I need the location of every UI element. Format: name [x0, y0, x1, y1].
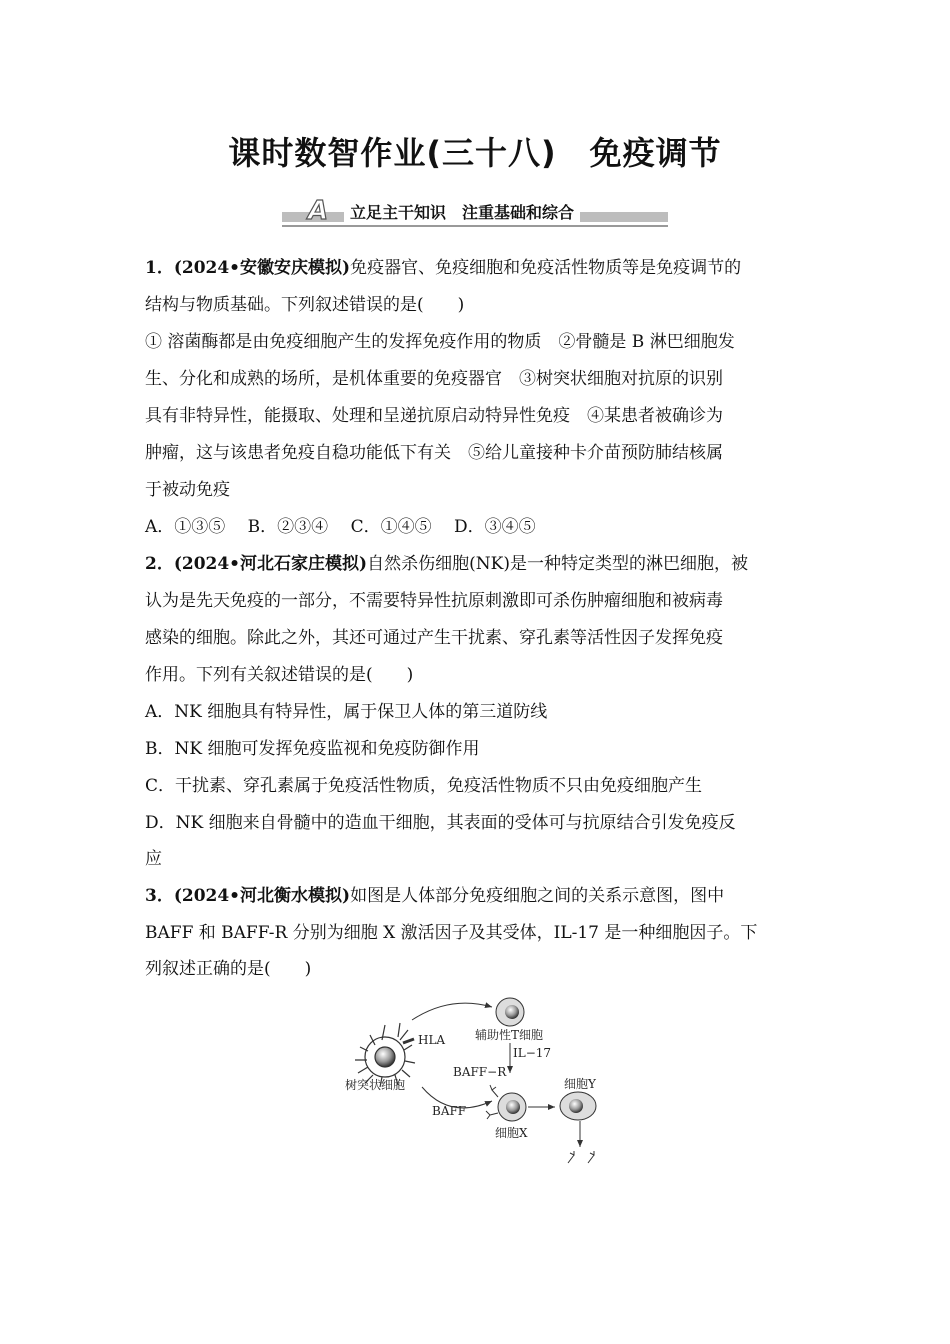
- label-dendritic-cell: 树突状细胞: [345, 1078, 406, 1092]
- line-text: A．①③⑤ B．②③④ C．①④⑤ D．③④⑤: [145, 517, 536, 537]
- text-line: [145, 627, 723, 649]
- text-line: [145, 257, 741, 279]
- text-line: [145, 664, 413, 686]
- text-line: [145, 442, 723, 464]
- line-text: 具有非特异性，能摄取、处理和呈递抗原启动特异性免疫 ④某患者被确诊为: [145, 406, 723, 426]
- label-baff-r: BAFF−R: [453, 1065, 507, 1079]
- line-text: ① 溶菌酶都是由免疫细胞产生的发挥免疫作用的物质 ②骨髓是 B 淋巴细胞发: [145, 332, 735, 352]
- line-text: 结构与物质基础。下列叙述错误的是( ): [145, 295, 465, 315]
- label-cell-y: 细胞Y: [564, 1077, 596, 1091]
- cell-y: [560, 1092, 596, 1120]
- label-helper-t-cell: 辅助性T细胞: [475, 1028, 544, 1042]
- text-line: [145, 405, 723, 427]
- antibody-icons: [568, 1151, 594, 1163]
- page-title: 课时数智作业(三十八) 免疫调节: [228, 134, 722, 172]
- question-number: 1．(2024•安徽安庆模拟): [145, 258, 351, 278]
- line-text: 如图是人体部分免疫细胞之间的关系示意图，图中: [350, 886, 725, 906]
- text-line: [145, 958, 311, 980]
- line-text: C．干扰素、穿孔素属于免疫活性物质，免疫活性物质不只由免疫细胞产生: [145, 776, 703, 796]
- label-hla: HLA: [418, 1033, 446, 1047]
- label-cell-x: 细胞X: [495, 1126, 528, 1140]
- text-line: [145, 922, 757, 944]
- text-line: [145, 738, 479, 760]
- section-letter: A: [308, 196, 329, 226]
- line-text: 自然杀伤细胞(NK)是一种特定类型的淋巴细胞，被: [367, 554, 748, 574]
- text-line: [145, 479, 230, 501]
- line-text: 感染的细胞。除此之外，其还可通过产生干扰素、穿孔素等活性因子发挥免疫: [145, 628, 723, 648]
- banner-divider: [282, 225, 668, 227]
- section-banner: [282, 196, 668, 228]
- text-line: [145, 331, 735, 353]
- label-baff: BAFF: [432, 1104, 467, 1118]
- text-line: [145, 368, 723, 390]
- line-text: BAFF 和 BAFF-R 分别为细胞 X 激活因子及其受体，IL-17 是一种细胞因子。下: [145, 923, 758, 943]
- line-text: 免疫器官、免疫细胞和免疫活性物质等是免疫调节的: [350, 258, 742, 278]
- text-line: [145, 848, 162, 870]
- line-text: 认为是先天免疫的一部分，不需要特异性抗原刺激即可杀伤肿瘤细胞和被病毒: [145, 591, 723, 611]
- line-text: A．NK 细胞具有特异性，属于保卫人体的第三道防线: [145, 702, 548, 722]
- line-text: 肿瘤，这与该患者免疫自稳功能低下有关 ⑤给儿童接种卡介苗预防肺结核属: [145, 443, 723, 463]
- line-text: B．NK 细胞可发挥免疫监视和免疫防御作用: [145, 739, 480, 759]
- question-number: 3．(2024•河北衡水模拟): [145, 886, 351, 906]
- label-il17: IL−17: [513, 1046, 552, 1060]
- helper-t-cell: [496, 998, 524, 1026]
- line-text: 于被动免疫: [145, 480, 230, 500]
- text-line: [145, 812, 736, 834]
- text-line: [145, 590, 723, 612]
- text-line: [145, 885, 724, 907]
- line-text: 应: [145, 849, 162, 869]
- line-text: 列叙述正确的是( ): [145, 959, 312, 979]
- text-line: [145, 516, 536, 538]
- line-text: 作用。下列有关叙述错误的是( ): [145, 665, 414, 685]
- question-number: 2．(2024•河北石家庄模拟): [145, 554, 368, 574]
- line-text: D．NK 细胞来自骨髓中的造血干细胞，其表面的受体可与抗原结合引发免疫反: [145, 813, 736, 833]
- cell-x: [486, 1085, 526, 1121]
- text-line: [145, 701, 547, 723]
- text-line: [145, 775, 702, 797]
- text-line: [145, 553, 748, 575]
- line-text: 生、分化和成熟的场所，是机体重要的免疫器官 ③树突状细胞对抗原的识别: [145, 369, 723, 389]
- immune-cell-diagram: [340, 995, 620, 1175]
- text-line: [145, 294, 464, 316]
- section-heading: 立足主干知识 注重基础和综合: [344, 200, 580, 223]
